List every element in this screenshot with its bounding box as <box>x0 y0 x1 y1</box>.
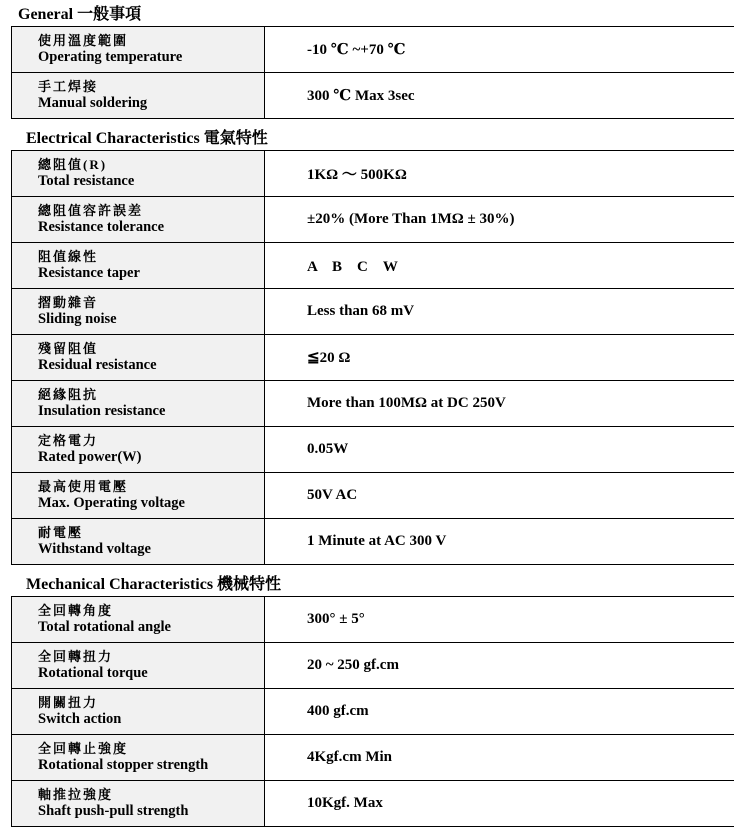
section-title-mechanical: Mechanical Characteristics 機械特性 <box>26 576 282 593</box>
spec-label-cell <box>12 73 265 119</box>
spec-label-zh: 開關扭力 <box>38 695 99 710</box>
spec-label-cell <box>12 243 265 289</box>
spec-label-zh: 殘留阻值 <box>38 341 99 356</box>
spec-label-zh: 全回轉扭力 <box>38 649 114 664</box>
spec-label-en: Total resistance <box>38 173 135 189</box>
spec-label-cell <box>12 473 265 519</box>
spec-value: 4Kgf.cm Min <box>265 735 734 781</box>
spec-label-en: Insulation resistance <box>38 403 166 419</box>
spec-label-en: Rated power(W) <box>38 449 142 465</box>
spec-label-cell <box>12 197 265 243</box>
table-row <box>12 473 734 519</box>
spec-label-en: Withstand voltage <box>38 541 151 557</box>
general-table <box>11 26 734 119</box>
spec-value: 10Kgf. Max <box>265 781 734 827</box>
table-row <box>12 197 734 243</box>
spec-label-cell <box>12 151 265 197</box>
spec-value: 1KΩ ～ 500KΩ <box>265 151 734 197</box>
spec-label-cell <box>12 689 265 735</box>
table-row <box>12 597 734 643</box>
spec-label-zh: 定格電力 <box>38 433 99 448</box>
spec-label-en: Switch action <box>38 711 122 727</box>
table-row <box>12 27 734 73</box>
spec-label-zh: 軸推拉強度 <box>38 787 114 802</box>
spec-value: 400 gf.cm <box>265 689 734 735</box>
spec-label-zh: 阻值線性 <box>38 249 99 264</box>
spec-label-en: Sliding noise <box>38 311 117 327</box>
spec-label-zh: 最高使用電壓 <box>38 479 129 494</box>
spec-label-zh: 使用溫度範圍 <box>38 33 129 48</box>
spec-value: A B C W <box>265 243 734 289</box>
mechanical-table <box>11 596 734 827</box>
spec-label-zh: 全回轉止強度 <box>38 741 129 756</box>
spec-value: 20 ~ 250 gf.cm <box>265 643 734 689</box>
electrical-table <box>11 150 734 565</box>
spec-value: 0.05W <box>265 427 734 473</box>
spec-label-cell <box>12 519 265 565</box>
spec-label-zh: 手工焊接 <box>38 79 99 94</box>
table-row <box>12 519 734 565</box>
table-row <box>12 243 734 289</box>
spec-label-en: Total rotational angle <box>38 619 171 635</box>
spec-label-en: Resistance taper <box>38 265 140 281</box>
table-row <box>12 381 734 427</box>
spec-label-cell <box>12 27 265 73</box>
spec-value: 1 Minute at AC 300 V <box>265 519 734 565</box>
spec-label-en: Manual soldering <box>38 95 148 111</box>
spec-label-cell <box>12 381 265 427</box>
table-row <box>12 289 734 335</box>
spec-label-en: Residual resistance <box>38 357 157 373</box>
spec-label-cell <box>12 735 265 781</box>
spec-label-zh: 總阻值容許誤差 <box>38 203 144 218</box>
table-row <box>12 689 734 735</box>
section-title-electrical: Electrical Characteristics 電氣特性 <box>26 130 268 147</box>
spec-label-en: Operating temperature <box>38 49 183 65</box>
spec-value: -10 ℃ ~+70 ℃ <box>265 27 734 73</box>
spec-label-cell <box>12 289 265 335</box>
spec-label-cell <box>12 335 265 381</box>
table-row <box>12 73 734 119</box>
spec-label-zh: 摺動雜音 <box>38 295 99 310</box>
spec-value: ±20% (More Than 1MΩ ± 30%) <box>265 197 734 243</box>
spec-label-en: Resistance tolerance <box>38 219 165 235</box>
table-row <box>12 335 734 381</box>
spec-label-en: Max. Operating voltage <box>38 495 185 511</box>
spec-label-cell <box>12 781 265 827</box>
spec-label-zh: 總阻值(R) <box>38 157 108 172</box>
spec-value: 300° ± 5° <box>265 597 734 643</box>
spec-label-cell <box>12 597 265 643</box>
table-row <box>12 735 734 781</box>
table-row <box>12 151 734 197</box>
spec-label-zh: 耐電壓 <box>38 525 84 540</box>
table-row <box>12 427 734 473</box>
spec-value: ≦20 Ω <box>265 335 734 381</box>
table-row <box>12 643 734 689</box>
spec-label-en: Shaft push-pull strength <box>38 803 189 819</box>
spec-label-en: Rotational torque <box>38 665 148 681</box>
spec-label-cell <box>12 643 265 689</box>
spec-label-cell <box>12 427 265 473</box>
section-title-general: General 一般事項 <box>18 6 142 23</box>
spec-label-en: Rotational stopper strength <box>38 757 209 773</box>
spec-value: 300 ℃ Max 3sec <box>265 73 734 119</box>
spec-value: 50V AC <box>265 473 734 519</box>
spec-value: More than 100MΩ at DC 250V <box>265 381 734 427</box>
table-row <box>12 781 734 827</box>
spec-label-zh: 絕緣阻抗 <box>38 387 99 402</box>
spec-label-zh: 全回轉角度 <box>38 603 114 618</box>
spec-value: Less than 68 mV <box>265 289 734 335</box>
